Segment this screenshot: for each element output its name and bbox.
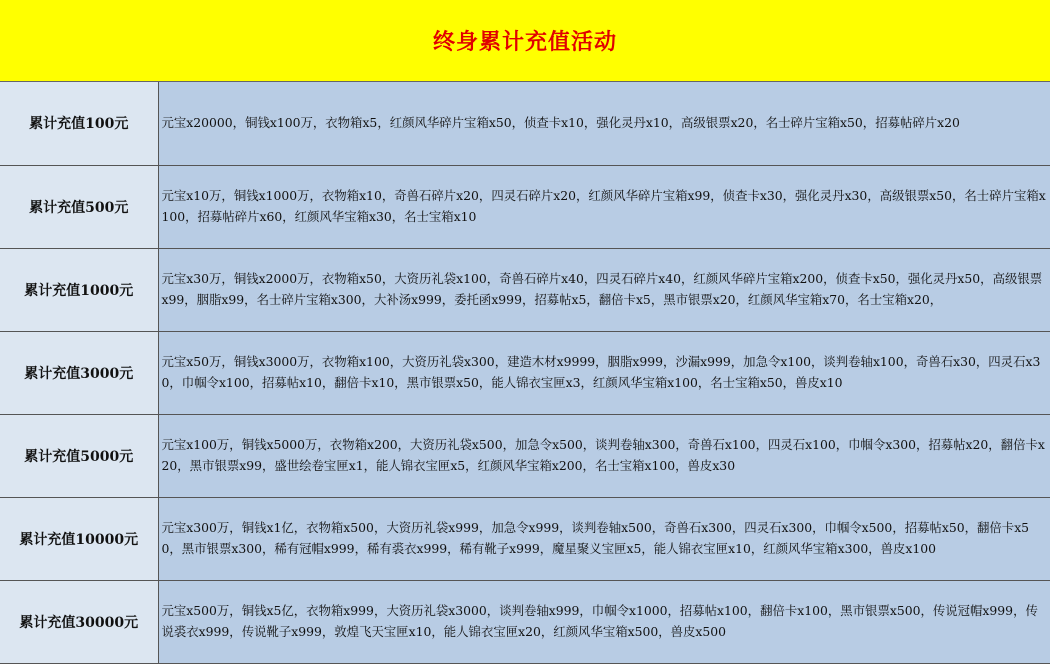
- recharge-table: [0, 82, 1050, 664]
- row-1: 累计充值100元 元宝x20000，铜钱x100万，衣物箱x5，红颜风华碎片宝箱x50，侦查卡x10，强化灵丹x10，高级银票x20，名士碎片宝箱x50，招募帖碎片x20: [0, 82, 1050, 165]
- row-4: 累计充值3000元 元宝x50万，铜钱x3000万，衣物箱x100，大资历礼袋x300，建造木材x9999，胭脂x999，沙漏x999，加急令x100，谈判卷轴x100，奇兽石x30，四灵石x30，巾帼令x100，招募帖x10，翻倍卡x10，黑市银票x50，能人锦衣宝匣x3，红颜风华宝箱x100，名士宝箱x50，兽皮x10: [0, 331, 1050, 414]
- row-6: 累计充值10000元 元宝x300万，铜钱x1亿，衣物箱x500，大资历礼袋x999，加急令x999，谈判卷轴x500，奇兽石x300，四灵石x300，巾帼令x500，招募帖x50，翻倍卡x50，黑市银票x300，稀有冠帽x999，稀有裘衣x999，稀有靴子x999，魔星聚义宝匣x5，能人锦衣宝匣x10，红颜风华宝箱x300，兽皮x100: [0, 497, 1050, 580]
- row-5: 累计充值5000元 元宝x100万，铜钱x5000万，衣物箱x200，大资历礼袋x500，加急令x500，谈判卷轴x300，奇兽石x100，四灵石x100，巾帼令x300，招募帖x20，翻倍卡x20，黑市银票x99，盛世绘卷宝匣x1，能人锦衣宝匣x5，红颜风华宝箱x200，名士宝箱x100，兽皮x30: [0, 414, 1050, 497]
- title-bar: [0, 0, 1050, 82]
- row-2: 累计充值500元 元宝x10万，铜钱x1000万，衣物箱x10，奇兽石碎片x20，四灵石碎片x20，红颜风华碎片宝箱x99，侦查卡x30，强化灵丹x30，高级银票x50，名士碎片宝箱x100，招募帖碎片x60，红颜风华宝箱x30，名士宝箱x10: [0, 165, 1050, 248]
- row-3: 累计充值1000元 元宝x30万，铜钱x2000万，衣物箱x50，大资历礼袋x100，奇兽石碎片x40，四灵石碎片x40，红颜风华碎片宝箱x200，侦查卡x50，强化灵丹x50，高级银票x99，胭脂x99，名士碎片宝箱x300，大补汤x999，委托函x999，招募帖x5，翻倍卡x5，黑市银票x20，红颜风华宝箱x70，名士宝箱x20，: [0, 248, 1050, 331]
- row-7: 累计充值30000元 元宝x500万，铜钱x5亿，衣物箱x999，大资历礼袋x3000，谈判卷轴x999，巾帼令x1000，招募帖x100，翻倍卡x100，黑市银票x500，传说冠帽x999，传说裘衣x999，传说靴子x999，敦煌飞天宝匣x10，能人锦衣宝匣x20，红颜风华宝箱x500，兽皮x500: [0, 580, 1050, 663]
- page-title: 终身累计充值活动: [432, 30, 617, 55]
